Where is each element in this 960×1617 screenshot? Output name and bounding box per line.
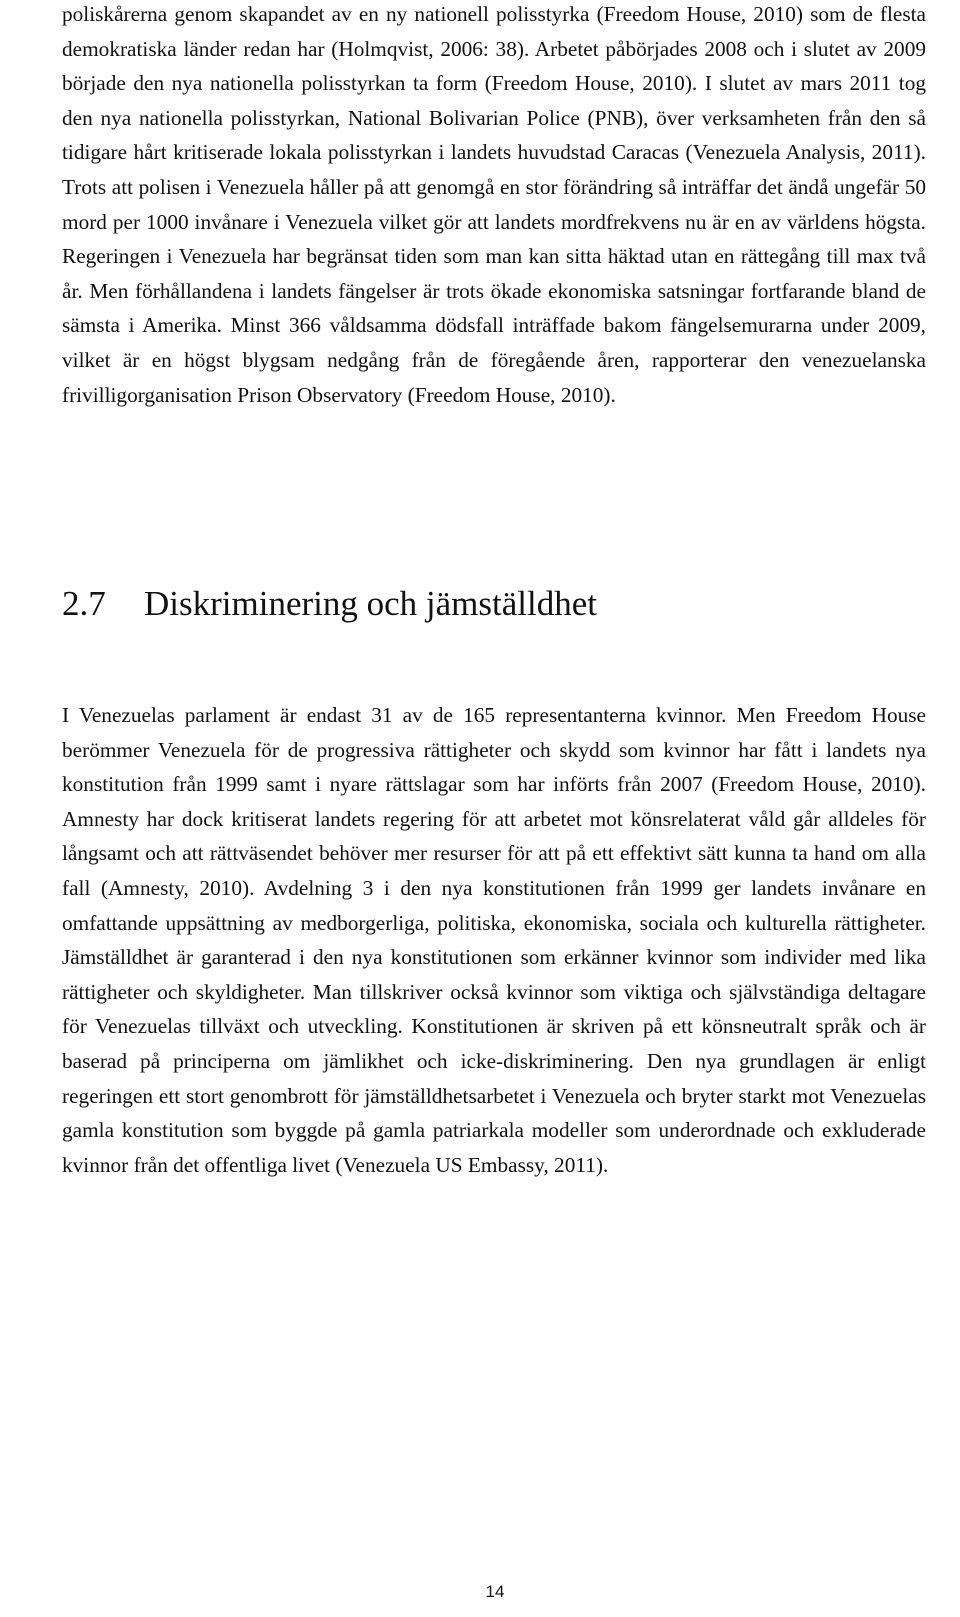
- body-paragraph-equality: I Venezuelas parlament är endast 31 av de 165 representanterna kvinnor. Men Freedom House berömmer Venezuela för de progressiva rättigheter och skydd som kvinnor har fått i landets nya konstitution från 1999 samt i nyare rättslagar som har införts från 2007 (Freedom House, 2010). Amnesty har dock kritiserat landets regering för att arbetet mot könsrelaterat våld går alldeles för långsamt och att rättväsendet behöver mer resurser för att på ett effektivt sätt kunna ta hand om alla fall (Amnesty, 2010). Avdelning 3 i den nya konstitutionen från 1999 ger landets invånare en omfattande uppsättning av medborgerliga, politiska, ekonomiska, sociala och kulturella rättigheter. Jämställdhet är garanterad i den nya konstitutionen som erkänner kvinnor som individer med lika rättigheter och skyldigheter. Man tillskriver också kvinnor som viktiga och självständiga deltagare för Venezuelas tillväxt och utveckling. Konstitutionen är skriven på ett könsneutralt språk och är baserad på principerna om jämlikhet och icke-diskriminering. Den nya grundlagen är enligt regeringen ett stort genombrott för jämställdhetsarbetet i Venezuela och bryter starkt mot Venezuelas gamla konstitution som byggde på gamla patriarkala modeller som underordnade och exkluderade kvinnor från det offentliga livet (Venezuela US Embassy, 2011).: [62, 703, 926, 1177]
- section-title: Diskriminering och jämställdhet: [144, 584, 597, 623]
- body-paragraph-police: poliskårerna genom skapandet av en ny nationell polisstyrka (Freedom House, 2010) som de flesta demokratiska länder redan har (Holmqvist, 2006: 38). Arbetet påbörjades 2008 och i slutet av 2009 började den nya nationella polisstyrkan ta form (Freedom House, 2010). I slutet av mars 2011 tog den nya nationella polisstyrkan, National Bolivarian Police (PNB), över verksamheten från den så tidigare hårt kritiserade lokala polisstyrkan i landets huvudstad Caracas (Venezuela Analysis, 2011). Trots att polisen i Venezuela håller på att genomgå en stor förändring så inträffar det ändå ungefär 50 mord per 1000 invånare i Venezuela vilket gör att landets mordfrekvens nu är en av världens högsta. Regeringen i Venezuela har begränsat tiden som man kan sitta häktad utan en rättegång till max två år. Men förhållandena i landets fängelser är trots ökade ekonomiska satsningar fortfarande bland de sämsta i Amerika. Minst 366 våldsamma dödsfall inträffade bakom fängelsemurarna under 2009, vilket är en högst blygsam nedgång från de föregående åren, rapporterar den venezuelanska frivilligorganisation Prison Observatory (Freedom House, 2010).: [62, 2, 926, 407]
- section-number: 2.7: [62, 584, 106, 623]
- page-number: 14: [485, 1582, 505, 1601]
- section-heading: [62, 578, 597, 630]
